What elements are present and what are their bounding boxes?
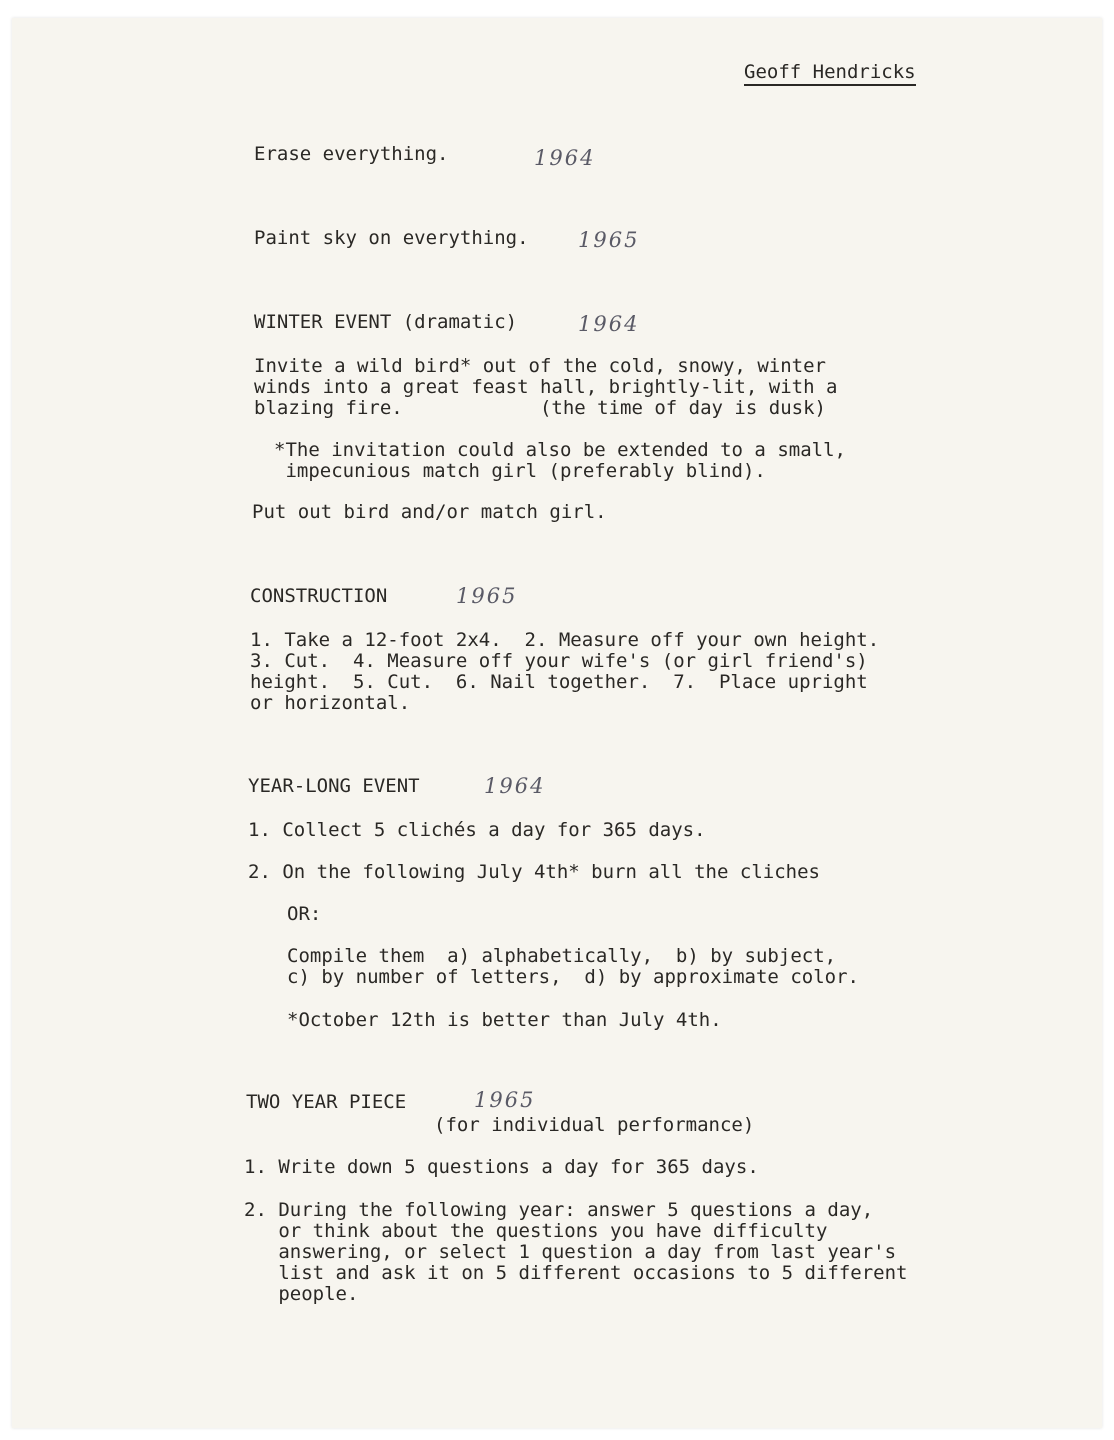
- piece-winter-closing: Put out bird and/or match girl.: [252, 501, 607, 523]
- piece-erase-year: 1964: [534, 146, 596, 170]
- piece-paint-text: Paint sky on everything.: [254, 227, 529, 249]
- author-name: Geoff Hendricks: [744, 62, 916, 86]
- piece-construction-title: CONSTRUCTION: [250, 585, 388, 607]
- piece-yearlong-or: OR:: [287, 903, 322, 925]
- piece-yearlong-note: *October 12th is better than July 4th.: [287, 1009, 722, 1031]
- piece-construction-line: height. 5. Cut. 6. Nail together. 7. Place upright: [250, 671, 868, 693]
- piece-winter-note: *The invitation could also be extended to a small,: [274, 439, 846, 461]
- piece-construction-line: or horizontal.: [250, 692, 411, 714]
- piece-construction-year: 1965: [456, 584, 518, 608]
- piece-yearlong-compile: c) by number of letters, d) by approximate color.: [287, 966, 859, 988]
- piece-winter-line: blazing fire. (the time of day is dusk): [254, 397, 826, 419]
- piece-twoyear-title: TWO YEAR PIECE: [246, 1091, 407, 1113]
- piece-winter-note: impecunious match girl (preferably blind).: [274, 460, 766, 482]
- piece-winter-line: winds into a great feast hall, brightly-lit, with a: [254, 376, 838, 398]
- piece-twoyear-year: 1965: [474, 1088, 536, 1112]
- piece-twoyear-subtitle: (for individual performance): [434, 1114, 755, 1136]
- piece-construction-line: 1. Take a 12-foot 2x4. 2. Measure off your own height.: [250, 629, 880, 651]
- piece-twoyear-item: 1. Write down 5 questions a day for 365 days.: [244, 1156, 759, 1178]
- piece-yearlong-item: 2. On the following July 4th* burn all the cliches: [248, 861, 820, 883]
- piece-twoyear-item: 2. During the following year: answer 5 questions a day,: [244, 1199, 874, 1221]
- piece-construction-line: 3. Cut. 4. Measure off your wife's (or girl friend's): [250, 650, 868, 672]
- piece-yearlong-title: YEAR-LONG EVENT: [248, 775, 420, 797]
- piece-winter-year: 1964: [578, 312, 640, 336]
- piece-twoyear-item: answering, or select 1 question a day from last year's: [244, 1241, 897, 1263]
- piece-winter-title: WINTER EVENT (dramatic): [254, 311, 518, 333]
- piece-winter-line: Invite a wild bird* out of the cold, snowy, winter: [254, 355, 826, 377]
- piece-yearlong-item: 1. Collect 5 clichés a day for 365 days.: [248, 819, 706, 841]
- piece-twoyear-item: list and ask it on 5 different occasions to 5 different: [244, 1262, 908, 1284]
- piece-twoyear-item: or think about the questions you have difficulty: [244, 1220, 828, 1242]
- piece-paint-year: 1965: [578, 228, 640, 252]
- piece-yearlong-compile: Compile them a) alphabetically, b) by subject,: [287, 945, 837, 967]
- piece-erase-text: Erase everything.: [254, 143, 449, 165]
- piece-yearlong-year: 1964: [484, 774, 546, 798]
- piece-twoyear-item: people.: [244, 1283, 359, 1305]
